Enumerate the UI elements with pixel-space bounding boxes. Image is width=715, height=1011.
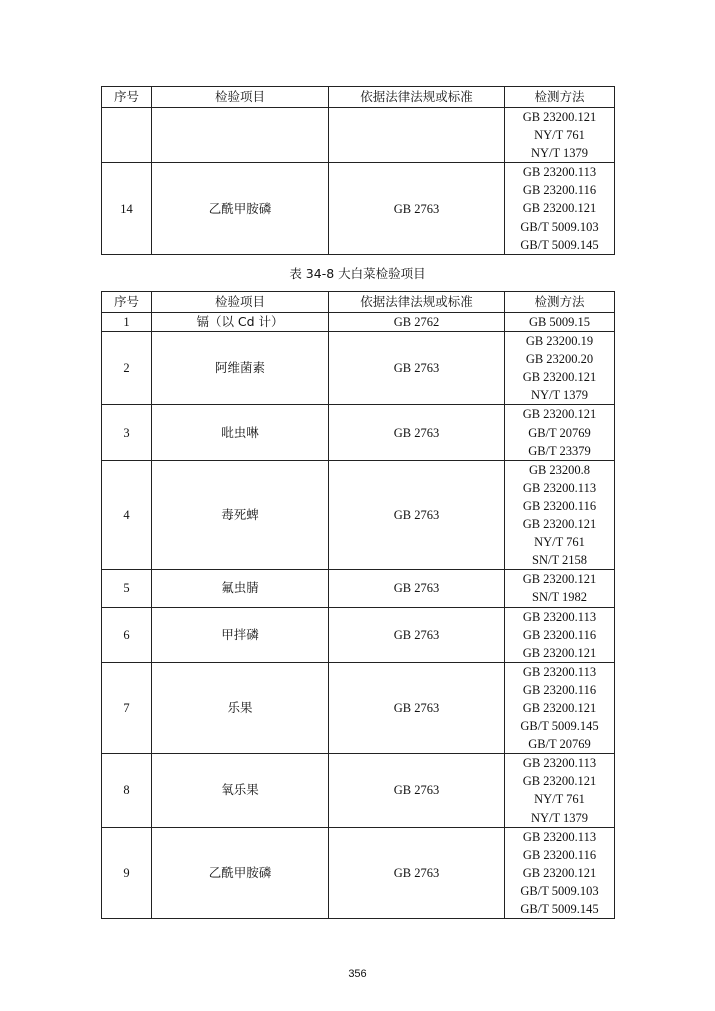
header-method: 检测方法 — [505, 292, 615, 313]
standard-reference: GB 2763 — [329, 607, 505, 662]
test-method: GB 23200.20 — [525, 352, 594, 367]
test-method: GB 23200.116 — [522, 183, 597, 198]
test-method: GB 23200.116 — [522, 627, 597, 642]
test-method: GB/T 20769 — [528, 425, 591, 440]
row-number: 3 — [102, 405, 152, 460]
inspection-item: 乙酰甲胺磷 — [152, 163, 329, 254]
test-method: GB 23200.121 — [522, 774, 597, 789]
test-method: GB/T 5009.103 — [520, 219, 599, 234]
table-row — [102, 754, 615, 827]
test-method: GB 23200.121 — [522, 865, 597, 880]
inspection-item: 乙酰甲胺磷 — [152, 827, 329, 918]
test-method: GB 23200.121 — [522, 700, 597, 715]
header-standard: 依据法律法规或标准 — [329, 87, 505, 108]
standard-reference: GB 2763 — [329, 460, 505, 570]
row-number: 6 — [102, 607, 152, 662]
inspection-item: 氧乐果 — [152, 754, 329, 827]
table-row — [102, 108, 615, 163]
test-method: GB/T 23379 — [528, 443, 591, 458]
standard-reference: GB 2763 — [329, 163, 505, 254]
test-method: GB/T 5009.145 — [520, 902, 599, 916]
test-method: GB 23200.121 — [522, 370, 597, 385]
table-row — [102, 332, 615, 405]
test-method: NY/T 761 — [534, 535, 585, 550]
test-method: GB 23200.113 — [522, 609, 597, 624]
inspection-item: 吡虫啉 — [152, 405, 329, 460]
test-methods — [505, 405, 615, 460]
test-method: GB 23200.121 — [522, 201, 597, 216]
standard-reference: GB 2763 — [329, 332, 505, 405]
table-row — [102, 163, 615, 254]
test-methods — [505, 460, 615, 570]
header-method: 检测方法 — [505, 87, 615, 108]
row-number: 5 — [102, 570, 152, 607]
test-method: GB 23200.121 — [522, 110, 597, 124]
test-method: NY/T 761 — [534, 128, 585, 143]
test-method: GB 23200.121 — [522, 517, 597, 532]
test-method: GB 23200.113 — [522, 756, 597, 771]
header-no: 序号 — [102, 87, 152, 108]
test-method: GB 23200.113 — [522, 480, 597, 495]
standard-reference — [329, 108, 505, 163]
table-row — [102, 405, 615, 460]
table-row — [102, 460, 615, 570]
test-method: NY/T 1379 — [530, 146, 589, 161]
test-methods — [505, 662, 615, 753]
test-methods — [505, 163, 615, 254]
test-method: GB 5009.15 — [528, 315, 591, 329]
table-row — [102, 313, 615, 332]
table-row — [102, 662, 615, 753]
header-no: 序号 — [102, 292, 152, 313]
test-methods — [505, 607, 615, 662]
test-method: GB 23200.113 — [522, 664, 597, 679]
test-method: GB 23200.121 — [522, 572, 597, 587]
inspection-item: 氟虫腈 — [152, 570, 329, 607]
table-row — [102, 827, 615, 918]
inspection-item: 阿维菌素 — [152, 332, 329, 405]
test-method: NY/T 1379 — [530, 388, 589, 403]
test-method: SN/T 2158 — [532, 553, 587, 568]
test-method: GB 23200.19 — [525, 334, 594, 349]
test-methods — [505, 108, 615, 163]
header-item: 检验项目 — [152, 87, 329, 108]
test-methods — [505, 313, 615, 332]
inspection-item: 甲拌磷 — [152, 607, 329, 662]
test-method: GB 23200.116 — [522, 498, 597, 513]
test-method: NY/T 1379 — [530, 810, 589, 825]
standard-reference: GB 2763 — [329, 754, 505, 827]
row-number: 14 — [102, 163, 152, 254]
test-method: GB/T 5009.145 — [520, 719, 599, 734]
test-method: GB 23200.113 — [522, 829, 597, 844]
row-number: 9 — [102, 827, 152, 918]
standard-reference: GB 2763 — [329, 405, 505, 460]
test-method: GB/T 5009.145 — [520, 237, 599, 252]
standard-reference: GB 2763 — [329, 662, 505, 753]
row-number: 7 — [102, 662, 152, 753]
test-method: GB 23200.121 — [522, 645, 597, 660]
test-methods — [505, 754, 615, 827]
inspection-item — [152, 108, 329, 163]
test-method: SN/T 1982 — [532, 590, 587, 605]
test-methods — [505, 570, 615, 607]
standard-reference: GB 2763 — [329, 570, 505, 607]
row-number: 2 — [102, 332, 152, 405]
table-caption: 表 34-8 大白菜检验项目 — [289, 266, 426, 281]
test-methods — [505, 827, 615, 918]
test-method: GB 23200.121 — [522, 407, 597, 422]
test-method: GB/T 5009.103 — [520, 883, 599, 898]
continued-inspection-table — [101, 86, 615, 255]
test-methods — [505, 332, 615, 405]
test-method: GB 23200.116 — [522, 682, 597, 697]
test-method: GB 23200.116 — [522, 847, 597, 862]
standard-reference: GB 2762 — [329, 313, 505, 332]
row-number — [102, 108, 152, 163]
table-header-row — [102, 292, 615, 313]
header-standard: 依据法律法规或标准 — [329, 292, 505, 313]
inspection-item: 镉（以 Cd 计） — [152, 313, 329, 332]
test-method: GB/T 20769 — [528, 737, 591, 752]
standard-reference: GB 2763 — [329, 827, 505, 918]
test-method: NY/T 761 — [534, 792, 585, 807]
table-row — [102, 607, 615, 662]
test-method: GB 23200.8 — [528, 462, 591, 477]
row-number: 1 — [102, 313, 152, 332]
test-method: GB 23200.113 — [522, 165, 597, 180]
table-row — [102, 570, 615, 607]
page-number: 356 — [348, 968, 367, 980]
inspection-item: 乐果 — [152, 662, 329, 753]
chinese-cabbage-inspection-table — [101, 291, 615, 919]
table-header-row — [102, 87, 615, 108]
inspection-item: 毒死蜱 — [152, 460, 329, 570]
header-item: 检验项目 — [152, 292, 329, 313]
row-number: 4 — [102, 460, 152, 570]
row-number: 8 — [102, 754, 152, 827]
